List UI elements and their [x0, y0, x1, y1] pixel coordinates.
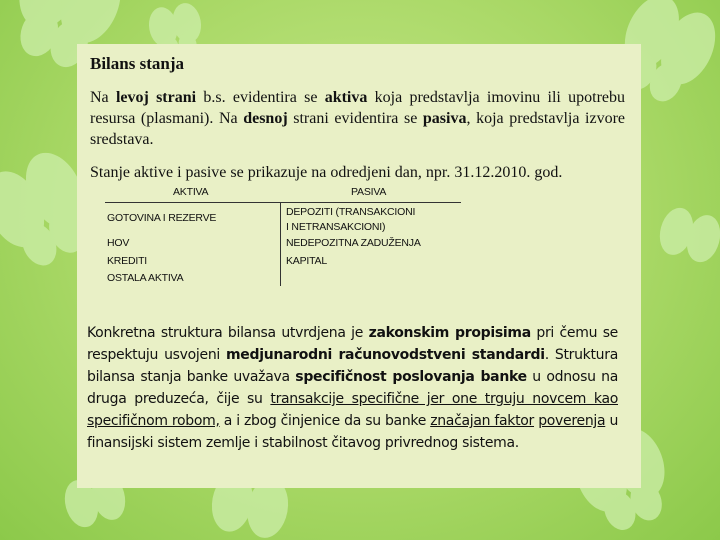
- table-column-divider: [280, 202, 281, 286]
- pasiva-row: DEPOZITI (TRANSAKCIONI: [286, 206, 416, 218]
- paragraph-struktura: Konkretna struktura bilansa utvrdjena je zakonskim propisima pri čemu se respektuju usvojeni medjunarodni računovodstveni standardi. Struktura bilansa stanja banke uvažava specifičnost poslovanja banke u odnosu na druga preduzeća, čije su transakcije specifične jer one trguju novcem kao specifičnom robom, a i zbog činjenice da su banke značajan faktor poverenja u finansijski sistem zemlje i stabilnost čitavog privrednog sistema.: [87, 325, 619, 451]
- aktiva-row: KREDITI: [107, 255, 148, 267]
- aktiva-row: GOTOVINA I REZERVE: [107, 212, 217, 224]
- pasiva-row: I NETRANSAKCIONI): [286, 221, 386, 233]
- aktiva-row: HOV: [107, 237, 130, 249]
- paragraph-aktiva-pasiva: Na levoj strani b.s. evidentira se aktiva koja predstavlja imovinu ili upotrebu resursa (plasmani). Na desnoj strani evidentira se pasiva, koja predstavlja izvore sredstava.: [90, 89, 626, 148]
- table-header-aktiva: AKTIVA: [173, 186, 209, 198]
- pasiva-row: KAPITAL: [286, 255, 328, 267]
- aktiva-row: OSTALA AKTIVA: [107, 272, 184, 284]
- slide-title: Bilans stanja: [90, 54, 184, 73]
- table-header-divider: [105, 202, 461, 203]
- pasiva-row: NEDEPOZITNA ZADUŽENJA: [286, 237, 421, 249]
- paragraph-date: Stanje aktive i pasive se prikazuje na odredjeni dan, npr. 31.12.2010. god.: [90, 164, 563, 181]
- table-header-pasiva: PASIVA: [351, 186, 387, 198]
- balance-sheet-table: [105, 186, 465, 286]
